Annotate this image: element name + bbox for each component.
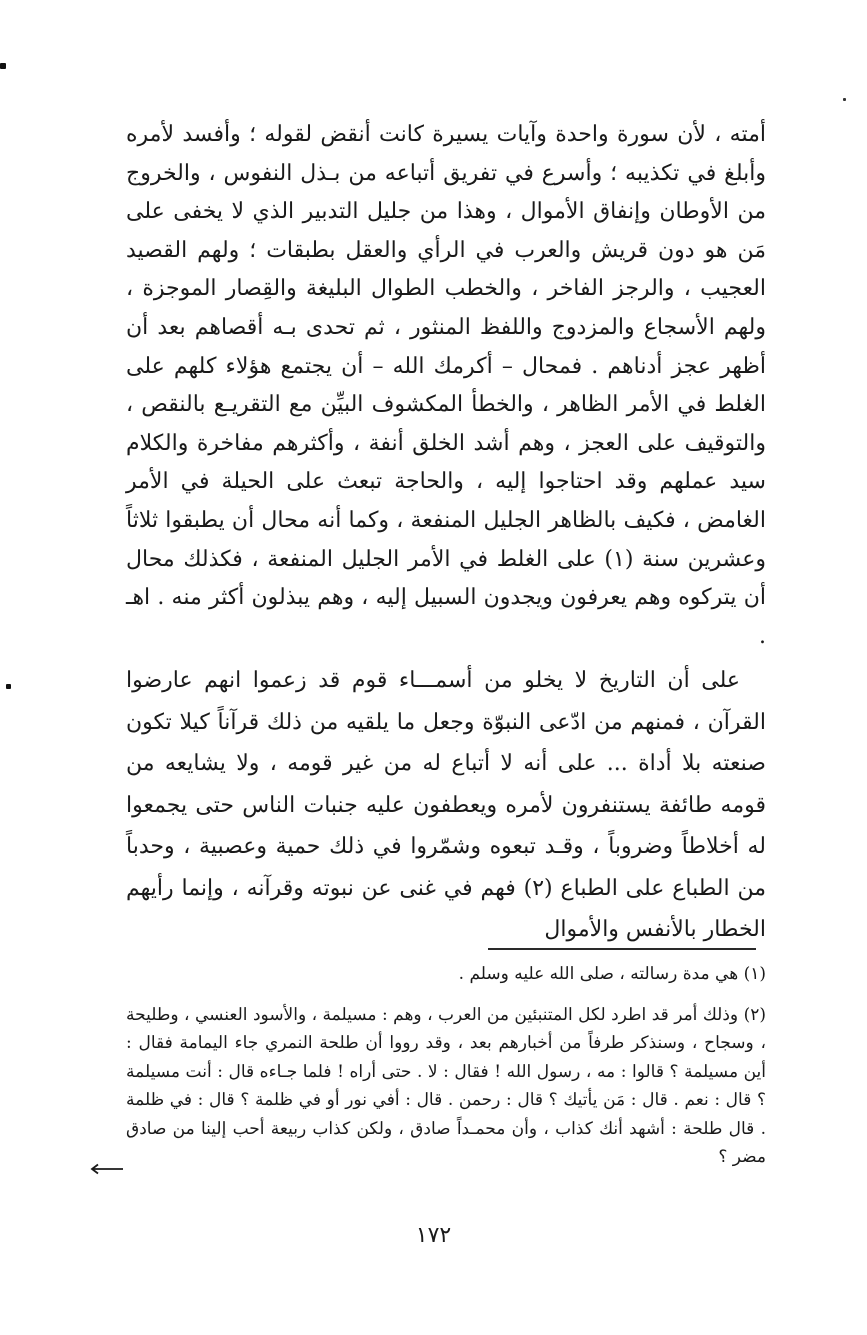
main-paragraph: أمته ، لأن سورة واحدة وآيات يسيرة كانت أنقض لقوله ؛ وأفسد لأمره وأبلغ في تكذيبه ؛ وأسرع في تفريق أتباعه من بـذل النفوس ، والخروج من الأوطان وإنفاق الأموال ، وهذا من جليل التدبير الذي لا يخفى على مَن هو دون قريش والعرب في الرأي والعقل بطبقات ؛ ولهم القصيد العجيب ، والرجز الفاخر ، والخطب الطوال البليغة والقِصار الموجزة ، ولهم الأسجاع والمزدوج واللفظ المنثور ، ثم تحدى بـه أقصاهم بعد أن أظهر عجز أدناهم . فمحال – أكرمك الله – أن يجتمع هؤلاء كلهم على الغلط في الأمر الظاهر ، والخطأ المكشوف البيِّن مع التقريـع بالنقص ، والتوقيف على العجز ، وهم أشد الخلق أنفة ، وأكثرهم مفاخرة والكلام سيد عملهم وقد احتاجوا إليه ، والحاجة تبعث على الحيلة في الأمر الغامض ، فكيف بالظاهر الجليل المنفعة ، وكما أنه محال أن يطبقوا ثلاثاً وعشرين سنة (١) على الغلط في الأمر الجليل المنفعة ، فكذلك محال أن يتركوه وهم يعرفون ويجدون السبيل إليه ، وهم يبذلون أكثر منه . اهـ .: [126, 122, 766, 649]
left-arrow-icon: [89, 1163, 123, 1175]
main-paragraph: [126, 660, 766, 951]
scan-mark: [843, 98, 846, 101]
page-number: ١٧٢: [415, 1223, 452, 1248]
main-paragraph-text: على أن التاريخ لا يخلو من أسمـــاء قوم قد زعموا انهم عارضوا القرآن ، فمنهم من ادّعى النبوّة وجعل ما يلقيه من ذلك قرآناً كيلا تكون صنعته بلا أداة ... على أنه لا أتباع له من غير قومه ، ولا يشايعه من قومه طائفة يستنفرون لأمره ويعطفون عليه جنبات الناس حتى يجمعوا له أخلاطاً وضروباً ، وقـد تبعوه وشمّروا في ذلك حمية وعصبية ، وحدباً من الطباع على الطباع (٢) فهم في غنى عن نبوته وقرآنه ، وإنما رأيهم الخطار بالأنفس والأموال: [126, 668, 767, 943]
scan-mark: [0, 63, 6, 69]
main-text-block: [126, 116, 766, 951]
footnote: (١) هي مدة رسالته ، صلى الله عليه وسلم .: [458, 964, 766, 984]
scan-mark: [6, 684, 11, 689]
footnote-divider: [488, 948, 756, 950]
footnote: (٢) وذلك أمر قد اطرد لكل المتنبئين من العرب ، وهم : مسيلمة ، والأسود العنسي ، وطليحة ، وسجاح ، وسنذكر طرفاً من أخبارهم بعد ، وقد رووا أن طلحة النمري جاء اليمامة فقال : أين مسيلمة ؟ قالوا : مه ، رسول الله ! فقال : لا . حتى أراه ! فلما جـاءه قال : أنت مسيلمة ؟ قال : نعم . قال : مَن يأتيك ؟ قال : رحمن . قال : أفي نور أو في ظلمة ؟ قال : في ظلمة . قال طلحة : أشهد أنك كذاب ، وأن محمـداً صادق ، ولكن كذاب ربيعة أحب إلينا من صادق مضر ؟: [126, 1004, 766, 1167]
footnotes-block: [126, 960, 766, 1172]
